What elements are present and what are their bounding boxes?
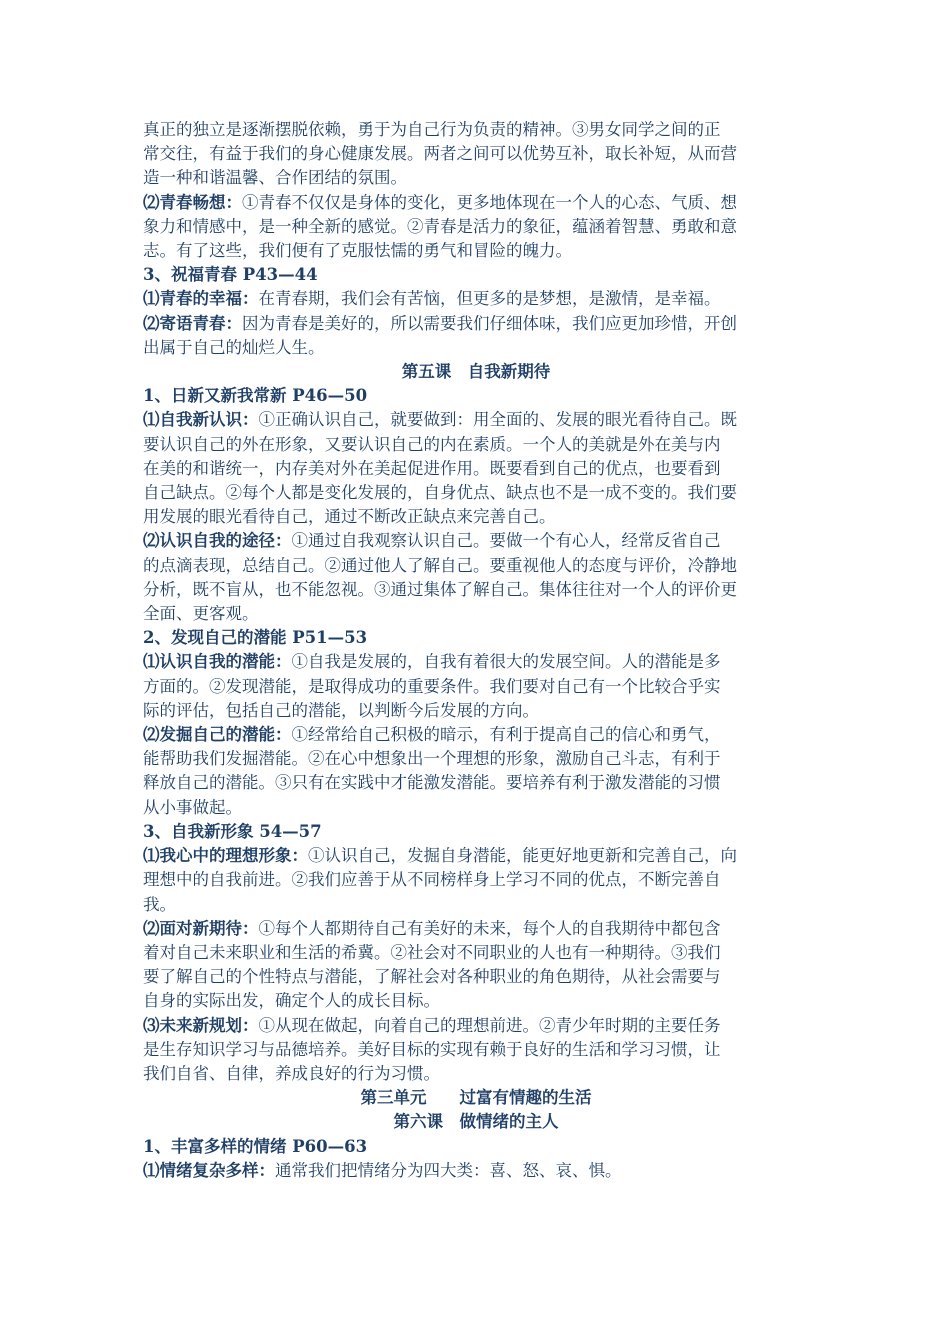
text-line xyxy=(143,675,809,699)
body-text: 志。有了这些，我们便有了克服怯懦的勇气和冒险的魄力。 xyxy=(143,241,572,261)
sub-heading: 3、祝福青春 P43—44 xyxy=(143,265,318,285)
body-text: 际的评估，包括自己的潜能，以判断今后发展的方向。 xyxy=(143,700,539,720)
text-line xyxy=(143,941,809,965)
item-title: 寄语青春： xyxy=(159,313,242,333)
body-text: 象力和情感中，是一种全新的感觉。②青春是活力的象征，蕴涵着智慧、勇敢和意 xyxy=(143,216,737,236)
body-text: 理想中的自我前进。②我们应善于从不同榜样身上学习不同的优点，不断完善自 xyxy=(143,870,721,890)
text-line xyxy=(143,529,809,553)
item-number: ⑵ xyxy=(143,192,160,212)
body-text: ①通过自我观察认识自己。要做一个有心人，经常反省自己 xyxy=(291,531,721,551)
text-line xyxy=(143,554,809,578)
body-text: 是生存知识学习与品德培养。美好目标的实现有赖于良好的生活和学习习惯，让 xyxy=(143,1039,721,1059)
text-line xyxy=(143,747,809,771)
sub-heading: 1、日新又新我常新 P46—50 xyxy=(143,386,368,406)
body-text: 在美的和谐统一，内存美对外在美起促进作用。既要看到自己的优点，也要看到 xyxy=(143,458,721,478)
text-line xyxy=(143,481,809,505)
text-line xyxy=(143,118,809,142)
body-text: ①青春不仅仅是身体的变化，更多地体现在一个人的心态、气质、想 xyxy=(242,192,737,212)
body-text: ①认识自己，发掘自身潜能，能更好地更新和完善自己，向 xyxy=(308,846,737,866)
item-number: ⑴ xyxy=(143,289,160,309)
item-title: 青春畅想： xyxy=(159,192,242,212)
item-title: 发掘自己的潜能： xyxy=(159,725,292,745)
text-line xyxy=(143,263,809,287)
item-title: 认识自我的途径： xyxy=(159,531,292,551)
text-line xyxy=(143,699,809,723)
text-line xyxy=(143,505,809,529)
item-number: ⑵ xyxy=(143,918,160,938)
sub-heading: 1、丰富多样的情绪 P60—63 xyxy=(143,1136,368,1156)
text-line xyxy=(143,1038,809,1062)
document-page xyxy=(143,118,809,1183)
body-text: 造一种和谐温馨、合作团结的氛围。 xyxy=(143,168,407,188)
text-line xyxy=(143,796,809,820)
body-text: 在青春期，我们会有苦恼，但更多的是梦想，是激情，是幸福。 xyxy=(258,289,721,309)
item-title: 未来新规划： xyxy=(159,1015,259,1035)
item-title: 我心中的理想形象： xyxy=(159,846,308,866)
section-heading: 第三单元 过富有情趣的生活 xyxy=(360,1088,592,1108)
section-heading: 第五课 自我新期待 xyxy=(401,362,551,382)
item-title: 青春的幸福： xyxy=(159,289,259,309)
body-text: 能帮助我们发掘潜能。②在心中想象出一个理想的形象，激励自己斗志，有利于 xyxy=(143,749,721,769)
text-line xyxy=(143,457,809,481)
body-text: 自己缺点。②每个人都是变化发展的，自身优点、缺点也不是一成不变的。我们要 xyxy=(143,483,737,503)
body-text: ①自我是发展的，自我有着很大的发展空间。人的潜能是多 xyxy=(291,652,721,672)
text-line xyxy=(143,820,809,844)
body-text: 分析，既不盲从，也不能忽视。③通过集体了解自己。集体往往对一个人的评价更 xyxy=(143,579,737,599)
item-title: 认识自我的潜能： xyxy=(159,652,292,672)
text-line xyxy=(143,215,809,239)
body-text: 自身的实际出发，确定个人的成长目标。 xyxy=(143,991,440,1011)
text-line xyxy=(143,408,809,432)
body-text: 我们自省、自律，养成良好的行为习惯。 xyxy=(143,1063,440,1083)
body-text: 要了解自己的个性特点与潜能，了解社会对各种职业的角色期待，从社会需要与 xyxy=(143,967,721,987)
text-line xyxy=(143,771,809,795)
text-line xyxy=(143,1159,809,1183)
text-line xyxy=(143,626,809,650)
item-title: 情绪复杂多样： xyxy=(159,1160,275,1180)
body-text: 我。 xyxy=(143,894,176,914)
body-text: 方面的。②发现潜能，是取得成功的重要条件。我们要对自己有一个比较合乎实 xyxy=(143,676,721,696)
body-text: 因为青春是美好的，所以需要我们仔细体味，我们应更加珍惜，开创 xyxy=(242,313,737,333)
text-line xyxy=(143,287,809,311)
item-number: ⑵ xyxy=(143,531,160,551)
item-number: ⑶ xyxy=(143,1015,160,1035)
text-line xyxy=(143,384,809,408)
item-number: ⑴ xyxy=(143,652,160,672)
text-line xyxy=(143,578,809,602)
section-heading: 第六课 做情绪的主人 xyxy=(393,1112,559,1132)
sub-heading: 2、发现自己的潜能 P51—53 xyxy=(143,628,368,648)
sub-heading: 3、自我新形象 54—57 xyxy=(143,821,322,841)
body-text: ①经常给自己积极的暗示，有利于提高自己的信心和勇气， xyxy=(291,725,721,745)
body-text: 通常我们把情绪分为四大类：喜、怒、哀、惧。 xyxy=(275,1160,622,1180)
text-line xyxy=(143,893,809,917)
text-line xyxy=(143,336,809,360)
text-line xyxy=(143,868,809,892)
text-line xyxy=(143,1135,809,1159)
text-line xyxy=(143,917,809,941)
body-text: ①从现在做起，向着自己的理想前进。②青少年时期的主要任务 xyxy=(258,1015,721,1035)
item-number: ⑴ xyxy=(143,410,160,430)
body-text: 全面、更客观。 xyxy=(143,604,259,624)
item-number: ⑴ xyxy=(143,846,160,866)
text-line xyxy=(143,142,809,166)
item-title: 面对新期待： xyxy=(159,918,259,938)
body-text: 着对自己未来职业和生活的希冀。②社会对不同职业的人也有一种期待。③我们 xyxy=(143,942,721,962)
item-number: ⑵ xyxy=(143,313,160,333)
body-text: 真正的独立是逐渐摆脱依赖，勇于为自己行为负责的精神。③男女同学之间的正 xyxy=(143,120,721,139)
item-number: ⑴ xyxy=(143,1160,160,1180)
body-text: 从小事做起。 xyxy=(143,797,242,817)
body-text: 出属于自己的灿烂人生。 xyxy=(143,337,325,357)
text-line xyxy=(143,723,809,747)
item-title: 自我新认识： xyxy=(159,410,259,430)
text-line xyxy=(143,965,809,989)
text-line xyxy=(143,602,809,626)
body-text: ①正确认识自己，就要做到：用全面的、发展的眼光看待自己。既 xyxy=(258,410,737,430)
text-line xyxy=(143,989,809,1013)
text-line xyxy=(143,650,809,674)
body-text: 释放自己的潜能。③只有在实践中才能激发潜能。要培养有利于激发潜能的习惯 xyxy=(143,773,721,793)
body-text: 常交往，有益于我们的身心健康发展。两者之间可以优势互补，取长补短，从而营 xyxy=(143,144,737,164)
item-number: ⑵ xyxy=(143,725,160,745)
body-text: ①每个人都期待自己有美好的未来，每个人的自我期待中都包含 xyxy=(258,918,721,938)
text-line xyxy=(143,1014,809,1038)
text-line xyxy=(143,844,809,868)
text-line xyxy=(143,433,809,457)
body-text: 要认识自己的外在形象，又要认识自己的内在素质。一个人的美就是外在美与内 xyxy=(143,434,721,454)
text-line xyxy=(143,166,809,190)
text-line xyxy=(143,312,809,336)
text-line xyxy=(143,191,809,215)
body-text: 用发展的眼光看待自己，通过不断改正缺点来完善自己。 xyxy=(143,507,556,527)
text-line xyxy=(143,239,809,263)
body-text: 的点滴表现，总结自己。②通过他人了解自己。要重视他人的态度与评价，冷静地 xyxy=(143,555,737,575)
text-line xyxy=(143,1062,809,1086)
